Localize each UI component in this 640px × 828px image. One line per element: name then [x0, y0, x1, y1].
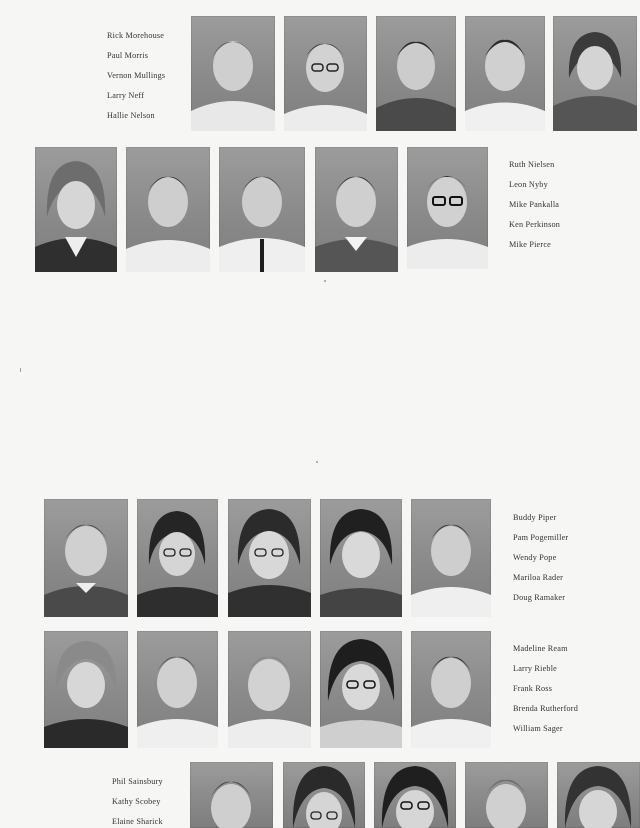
student-name: Pam Pogemiller	[513, 533, 569, 542]
portrait-photo	[44, 499, 128, 617]
student-name: Phil Sainsbury	[112, 777, 163, 786]
portrait-photo	[44, 631, 128, 748]
portrait-photo	[35, 147, 117, 272]
student-name: Mariloa Rader	[513, 573, 564, 582]
portrait-photo	[374, 762, 456, 828]
portrait-photo	[557, 762, 640, 828]
portrait-photo	[191, 16, 275, 131]
student-name: Ruth Nielsen	[509, 160, 555, 169]
student-name: Leon Nyby	[509, 180, 548, 189]
student-name: Kathy Scobey	[112, 797, 161, 806]
student-name: Paul Morris	[107, 51, 149, 60]
portrait-photo	[228, 631, 311, 748]
student-name: Mike Pierce	[509, 240, 551, 249]
student-name: Elaine Sharick	[112, 817, 163, 826]
student-name: Brenda Rutherford	[513, 704, 579, 713]
portrait-photo	[315, 147, 398, 272]
student-name: Rick Morehouse	[107, 31, 165, 40]
student-name: Frank Ross	[513, 684, 553, 693]
portrait-photo	[553, 16, 637, 131]
portrait-photo	[320, 499, 402, 617]
scan-speck	[324, 280, 326, 282]
portrait-photo	[320, 631, 402, 748]
portrait-photo	[284, 16, 367, 131]
student-name: Mike Pankalla	[509, 200, 560, 209]
scan-speck	[316, 461, 318, 463]
portrait-photo	[228, 499, 311, 617]
student-name: Vernon Mullings	[107, 71, 166, 80]
student-name: Larry Neff	[107, 91, 145, 100]
portrait-photo	[407, 147, 488, 269]
student-name: Ken Perkinson	[509, 220, 561, 229]
student-name: Buddy Piper	[513, 513, 557, 522]
student-name: Doug Ramaker	[513, 593, 566, 602]
portrait-photo	[376, 16, 456, 131]
portrait-photo	[219, 147, 305, 272]
portrait-photo	[190, 762, 273, 828]
student-name: Larry Rieble	[513, 664, 558, 673]
portrait-photo	[411, 499, 491, 617]
student-name: Madeline Ream	[513, 644, 568, 653]
student-name: Hallie Nelson	[107, 111, 155, 120]
scan-speck	[20, 368, 21, 372]
portrait-photo	[411, 631, 491, 748]
portrait-photo	[137, 631, 218, 748]
student-name: William Sager	[513, 724, 563, 733]
portrait-photo	[465, 16, 545, 131]
portrait-photo	[465, 762, 548, 828]
portrait-photo	[126, 147, 210, 272]
portrait-photo	[137, 499, 218, 617]
student-name: Wendy Pope	[513, 553, 557, 562]
portrait-photo	[283, 762, 365, 828]
